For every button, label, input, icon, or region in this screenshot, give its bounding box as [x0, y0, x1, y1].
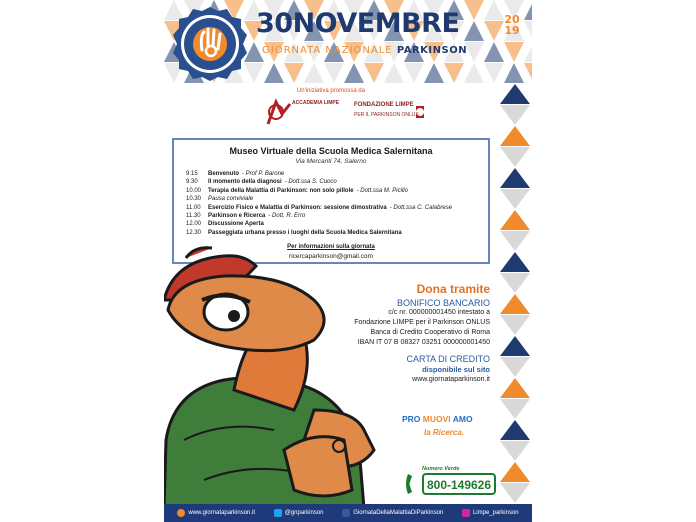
schedule-time: 12.00 [186, 221, 202, 228]
slogan [402, 414, 473, 424]
disponibile-label: disponibile sul sito [422, 365, 490, 374]
decorative-triangle [500, 84, 530, 104]
bank-line: Fondazione LIMPE per il Parkinson ONLUS [354, 319, 490, 326]
decorative-triangle [464, 0, 484, 20]
schedule-time: 9.15 [186, 171, 198, 177]
decorative-triangle [500, 336, 530, 356]
schedule-time: 10.00 [186, 187, 202, 194]
event-year [504, 14, 520, 36]
decorative-triangle [500, 105, 530, 125]
year-top: 20 [504, 13, 520, 26]
footer-instagram-text: Limpe_parkinson [472, 510, 519, 516]
decorative-triangle [504, 42, 524, 62]
schedule-item [186, 178, 486, 186]
slogan-muovi: MUOVI [422, 414, 451, 424]
phone-icon [404, 472, 420, 496]
poster [164, 0, 532, 522]
decorative-triangle [364, 63, 384, 83]
parkinson-badge-logo [172, 6, 248, 82]
carta-credito-title: CARTA DI CREDITO [406, 354, 490, 364]
numero-verde-label: Numero Verde [422, 466, 460, 472]
bank-line: c/c nr. 000000001450 intestato a [388, 309, 490, 316]
schedule-speaker: - Dott.ssa M. Picillo [356, 187, 408, 194]
year-bottom: 19 [504, 24, 520, 37]
info-label: Per informazioni sulla giornata [287, 244, 375, 250]
schedule-speaker: - Dott.ssa C. Calabrese [389, 204, 453, 211]
twitter-icon [274, 509, 282, 517]
decorative-triangle [524, 0, 532, 20]
subtitle-prefix: GIORNATA NAZIONALE [262, 45, 393, 56]
decorative-triangle [500, 189, 530, 209]
decorative-triangle [424, 63, 444, 83]
footer-twitter-text: @gnparkinson [284, 510, 324, 516]
subtitle-bold: PARKINSON [396, 45, 468, 56]
footer-facebook[interactable] [342, 509, 443, 517]
accademia-limpe-name: ACCADEMIA LIMPE [292, 100, 340, 106]
decorative-triangle [500, 378, 530, 398]
decorative-triangle [484, 0, 504, 20]
decorative-triangle [504, 63, 524, 83]
decorative-triangle [324, 63, 344, 83]
footer-facebook-text: GiornataDellaMalattiaDiParkinson [353, 510, 444, 516]
decorative-triangle [500, 420, 530, 440]
donate-title: Dona tramite [416, 282, 490, 296]
footer-instagram[interactable] [462, 509, 519, 517]
schedule-item [186, 204, 486, 212]
footer-website[interactable] [177, 509, 255, 517]
decorative-triangle [500, 231, 530, 251]
schedule-time: 11.30 [186, 213, 201, 220]
schedule-item [186, 229, 486, 237]
decorative-triangle [500, 462, 530, 482]
venue-title: Museo Virtuale della Scuola Medica Salernitana [229, 146, 433, 156]
instagram-icon [462, 509, 470, 517]
schedule-time: 9.30 [186, 179, 198, 186]
schedule-time: 12.30 [186, 229, 202, 236]
footer-website-text: www.giornataparkinson.it [188, 510, 256, 516]
decorative-triangle [464, 63, 484, 83]
venue-address: Via Mercanti 74, Salerno [295, 158, 367, 165]
decorative-triangle [524, 63, 532, 83]
decorative-triangle [500, 483, 530, 503]
fondazione-limpe-name: FONDAZIONE LIMPE [354, 102, 414, 108]
numero-verde-box [422, 473, 496, 495]
decorative-triangle [500, 441, 530, 461]
right-triangle-pattern [498, 84, 532, 504]
schedule-speaker: - Prof P. Barone [242, 171, 285, 177]
slogan-amo: AMO [452, 414, 473, 424]
schedule-title: Benvenuto [208, 171, 240, 177]
schedule-item [186, 187, 486, 195]
decorative-triangle [484, 42, 504, 62]
decorative-triangle [500, 126, 530, 146]
decorative-triangle [284, 63, 304, 83]
decorative-triangle [500, 252, 530, 272]
schedule-time: 10.30 [186, 196, 202, 203]
slogan-ricerca: la Ricerca. [424, 428, 465, 437]
decorative-triangle [264, 63, 284, 83]
schedule-title: Discussione Aperta [208, 221, 264, 228]
schedule-item [186, 212, 486, 220]
schedule-item [186, 195, 486, 203]
decorative-triangle [464, 21, 484, 41]
schedule-title: Passeggiata urbana presso i luoghi della Scuola Medica Salernitana [208, 229, 402, 236]
decorative-triangle [500, 210, 530, 230]
decorative-triangle [484, 63, 504, 83]
footer-twitter[interactable] [274, 509, 324, 517]
schedule-title: Il momento della diagnosi [208, 179, 282, 186]
website-link[interactable]: www.giornataparkinson.it [412, 376, 490, 383]
decorative-triangle [500, 357, 530, 377]
schedule-speaker: - Dott. R. Erro [268, 213, 306, 220]
event-date-title: 30NOVEMBRE [256, 8, 460, 39]
decorative-triangle [304, 63, 324, 83]
schedule-list [186, 170, 486, 237]
decorative-triangle [384, 63, 404, 83]
schedule-item [186, 220, 486, 228]
event-subtitle [262, 45, 467, 56]
schedule-title: Pausa conviviale [208, 196, 254, 203]
decorative-triangle [500, 168, 530, 188]
promo-label: Un'iniziativa promossa da [296, 88, 366, 94]
decorative-triangle [500, 399, 530, 419]
decorative-triangle [444, 63, 464, 83]
info-email[interactable]: ricercaparkinson@gmail.com [289, 253, 373, 260]
footer-social-bar [164, 504, 532, 522]
bank-line: Banca di Credito Cooperativo di Roma [370, 329, 490, 336]
globe-icon [177, 509, 185, 517]
fondazione-limpe-sub: PER IL PARKINSON ONLUS [354, 112, 419, 118]
donation-section [330, 282, 490, 383]
decorative-triangle [524, 42, 532, 62]
numero-verde[interactable] [404, 466, 496, 498]
schedule-title: Parkinson e Ricerca [208, 213, 266, 220]
decorative-triangle [500, 294, 530, 314]
decorative-triangle [484, 21, 504, 41]
decorative-triangle [344, 63, 364, 83]
schedule-item [186, 170, 486, 178]
numero-verde-number: 800-149626 [426, 478, 492, 492]
decorative-triangle [500, 273, 530, 293]
decorative-triangle [524, 21, 532, 41]
decorative-triangle [500, 147, 530, 167]
schedule-title: Esercizio Fisico e Malattia di Parkinson: sessione dimostrativa [208, 204, 387, 211]
facebook-icon [342, 509, 350, 517]
bank-line: IBAN IT 07 B 08327 03251 000000001450 [357, 339, 490, 346]
bonifico-title: BONIFICO BANCARIO [396, 298, 490, 308]
slogan-pro: PRO [402, 414, 421, 424]
decorative-triangle [404, 63, 424, 83]
schedule-title: Terapia della Malattia di Parkinson: non solo pillole [208, 187, 354, 194]
schedule-time: 11.00 [186, 204, 201, 211]
schedule-speaker: - Dott.ssa S. Cuoco [284, 179, 337, 186]
decorative-triangle [500, 315, 530, 335]
